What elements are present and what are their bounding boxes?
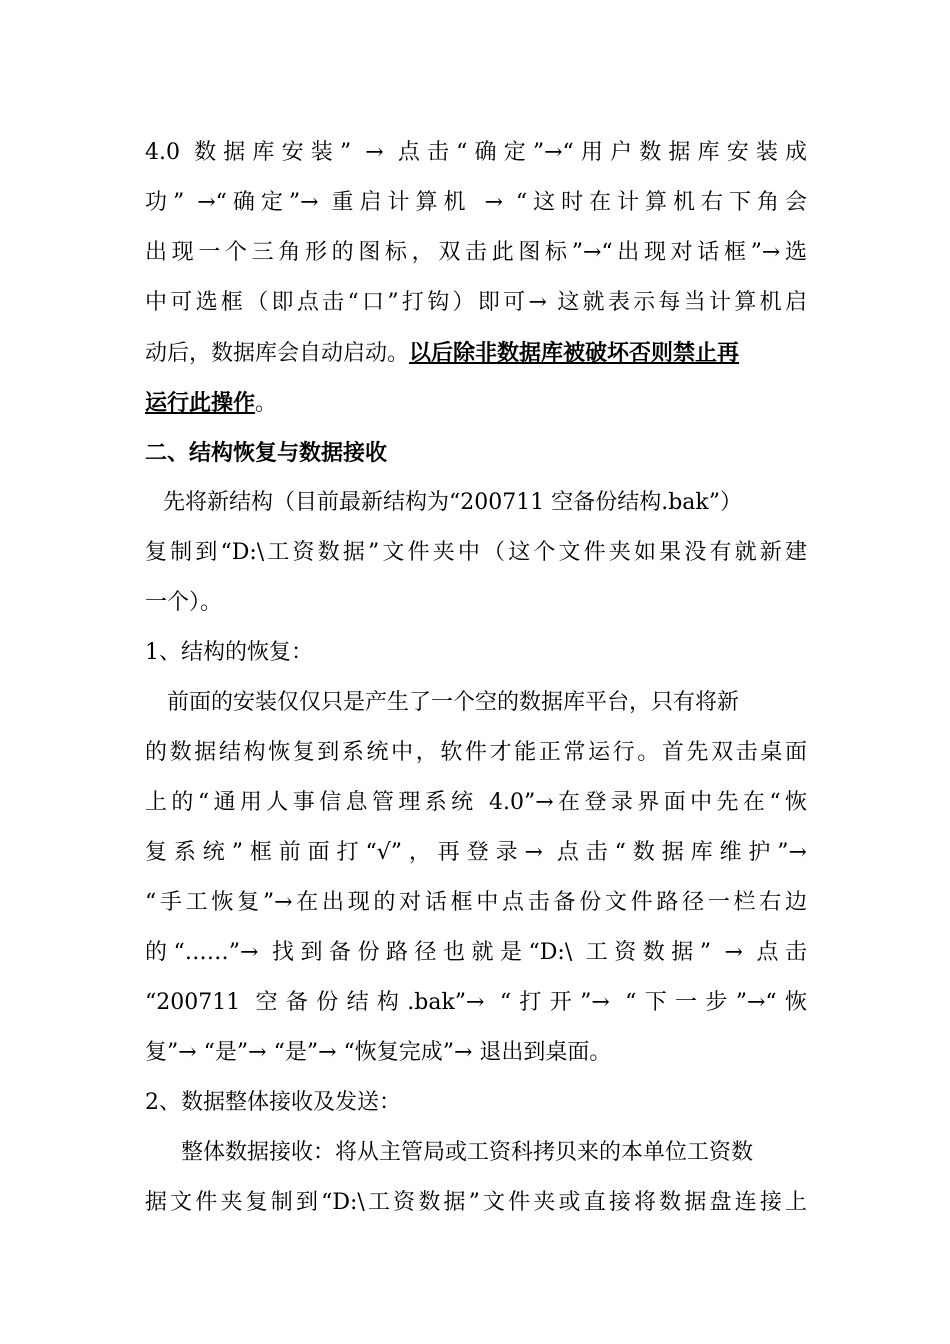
restore-line-5: “手工恢复”→在出现的对话框中点击备份文件路径一栏右边 — [145, 890, 807, 915]
install-line-5 — [145, 328, 810, 378]
install-line-6-tail: 。 — [255, 391, 278, 416]
restore-line-6: 的“……”→ 找到备份路径也就是“D:\ 工资数据” → 点击 — [145, 940, 807, 965]
warning-text: 以后除非数据库被破坏否则禁止再 — [409, 340, 740, 366]
receive-line-2: 据文件夹复制到“D:\工资数据”文件夹或直接将数据盘连接上 — [145, 1190, 807, 1215]
install-line-2: 功” →“确定”→ 重启计算机 → “这时在计算机右下角会 — [145, 190, 807, 215]
receive-line-1: 整体数据接收：将从主管局或工资科拷贝来的本单位工资数 — [181, 1140, 754, 1165]
section-heading: 二、结构恢复与数据接收 — [145, 440, 388, 466]
subsection-1-heading: 1、结构的恢复： — [145, 640, 313, 665]
intro-line-3: 一个）。 — [145, 590, 223, 615]
install-line-3: 出现一个三角形的图标，双击此图标”→“出现对话框”→选 — [145, 240, 807, 265]
intro-line-1: 先将新结构（目前最新结构为“200711 空备份结构.bak”） — [163, 490, 742, 515]
restore-line-8: 复”→ “是”→ “是”→ “恢复完成”→ 退出到桌面。 — [145, 1040, 612, 1065]
subsection-2-heading: 2、数据整体接收及发送： — [145, 1090, 401, 1115]
warning-text-end: 运行此操作 — [145, 390, 256, 416]
install-line-1: 4.0 数据库安装” → 点击“确定”→“用户数据库安装成 — [145, 140, 807, 165]
install-line-6 — [145, 378, 810, 428]
restore-line-1: 前面的安装仅仅只是产生了一个空的数据库平台，只有将新 — [167, 690, 740, 715]
install-line-4: 中可选框（即点击“口”打钩）即可→ 这就表示每当计算机启 — [145, 290, 807, 315]
restore-line-4: 复系统”框前面打“√”，再登录→ 点击“数据库维护”→ — [145, 840, 807, 865]
install-line-5-text: 动后，数据库会自动启动。 — [145, 341, 410, 366]
intro-line-2: 复制到“D:\工资数据”文件夹中（这个文件夹如果没有就新建 — [145, 540, 807, 565]
restore-line-2: 的数据结构恢复到系统中，软件才能正常运行。首先双击桌面 — [145, 740, 807, 765]
restore-line-7: “200711 空备份结构.bak”→ “打开”→ “下一步”→“恢 — [145, 990, 807, 1015]
restore-line-3: 上的“通用人事信息管理系统 4.0”→在登录界面中先在“恢 — [145, 790, 807, 815]
